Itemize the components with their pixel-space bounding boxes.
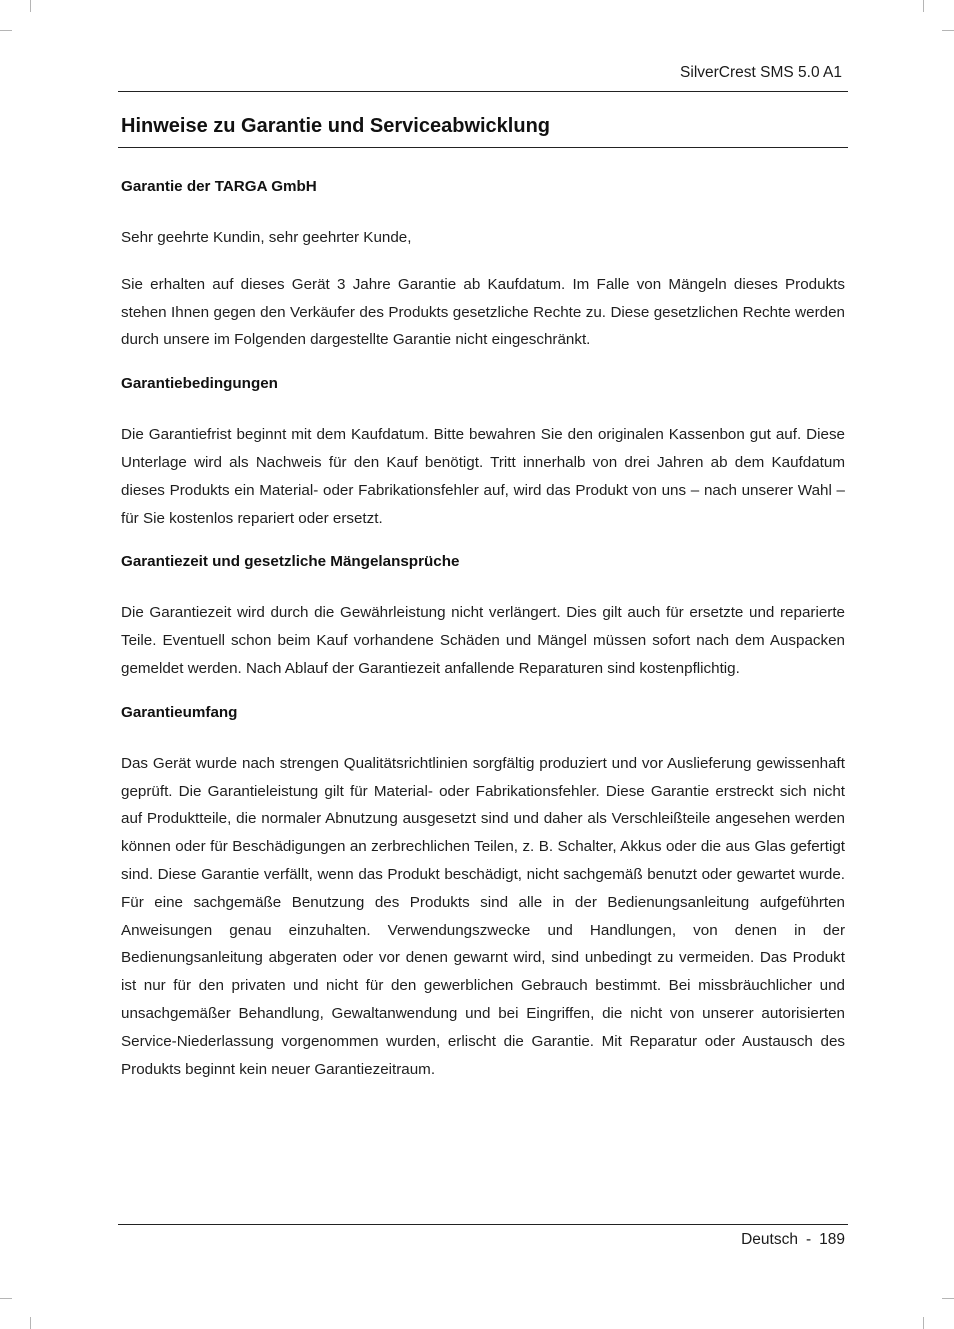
paragraph-salutation: Sehr geehrte Kundin, sehr geehrter Kunde, [121,229,412,246]
heading-garantiezeit: Garantiezeit und gesetzliche Mängelansprüche [121,553,460,571]
page-footer [741,1230,845,1250]
paragraph-garantie-intro: Sie erhalten auf dieses Gerät 3 Jahre Garantie ab Kaufdatum. Im Falle von Mängeln dieses Produkts stehen Ihnen gegen den Verkäufer des Produkts gesetzliche Rechte zu. Diese gesetzlichen Rechte werden durch unsere im Folgenden dargestellte Garantie nicht eingeschränkt. [121,275,845,349]
crop-mark [942,30,954,31]
running-header: SilverCrest SMS 5.0 A1 [680,64,842,81]
crop-mark [0,1298,12,1299]
footer-language: Deutsch [741,1231,798,1248]
paragraph-garantieumfang: Das Gerät wurde nach strengen Qualitätsrichtlinien sorgfältig produziert und vor Auslieferung gewissenhaft geprüft. Die Garantieleistung gilt für Material- oder Fabrikationsfehler. Diese Garantie erstreckt sich nicht auf Produktteile, die normaler Abnutzung ausgesetzt sind und daher als Verschleißteile angesehen werden können oder für Beschädigungen an zerbrechlichen Teilen, z. B. Schalter, Akkus oder die aus Glas gefertigt sind. Diese Garantie verfällt, wenn das Produkt beschädigt, nicht sachgemäß benutzt oder gewartet wurde. Für eine sachgemäße Benutzung des Produkts sind alle in der Bedienungsanleitung aufgeführten Anweisungen genau einzuhalten. Verwendungszwecke und Handlungen, von denen in der Bedienungsanleitung abgeraten oder vor denen gewarnt wird, sind unbedingt zu vermeiden. Das Produkt ist nur für den privaten und nicht für den gewerblichen Gebrauch bestimmt. Bei missbräuchlicher und unsachgemäßer Behandlung, Gewaltanwendung und bei Eingriffen, die nicht von unserer autorisierten Service-Niederlassung vorgenommen wurden, erlischt die Garantie. Mit Reparatur oder Austausch des Produkts beginnt kein neuer Garantiezeitraum. [121,754,845,1078]
crop-mark [30,0,31,12]
heading-garantieumfang: Garantieumfang [121,703,238,721]
paragraph-garantiebedingungen: Die Garantiefrist beginnt mit dem Kaufdatum. Bitte bewahren Sie den originalen Kassenbon gut auf. Diese Unterlage wird als Nachweis für den Kauf benötigt. Tritt innerhalb von drei Jahren ab dem Kaufdatum dieses Produkts ein Material- oder Fabrikationsfehler auf, wird das Produkt von uns – nach unserer Wahl – für Sie kostenlos repariert oder ersetzt. [121,426,845,527]
crop-mark [0,30,12,31]
heading-garantie-targa: Garantie der TARGA GmbH [121,178,317,195]
footer-separator: - [805,1231,812,1248]
crop-mark [942,1298,954,1299]
page-number: 189 [819,1231,845,1248]
crop-mark [30,1317,31,1329]
section-title: Hinweise zu Garantie und Serviceabwicklung [121,115,551,137]
section-title-rule [118,147,848,148]
footer-rule [118,1224,848,1225]
heading-garantiebedingungen: Garantiebedingungen [121,375,278,393]
crop-mark [923,0,924,12]
crop-mark [923,1317,924,1329]
document-body [121,176,845,1083]
paragraph-garantiezeit: Die Garantiezeit wird durch die Gewährleistung nicht verlängert. Dies gilt auch für ersetzte und reparierte Teile. Eventuell schon beim Kauf vorhandene Schäden und Mängel müssen sofort nach dem Auspacken gemeldet werden. Nach Ablauf der Garantiezeit anfallende Reparaturen sind kostenpflichtig. [121,604,845,677]
header-rule [118,91,848,92]
